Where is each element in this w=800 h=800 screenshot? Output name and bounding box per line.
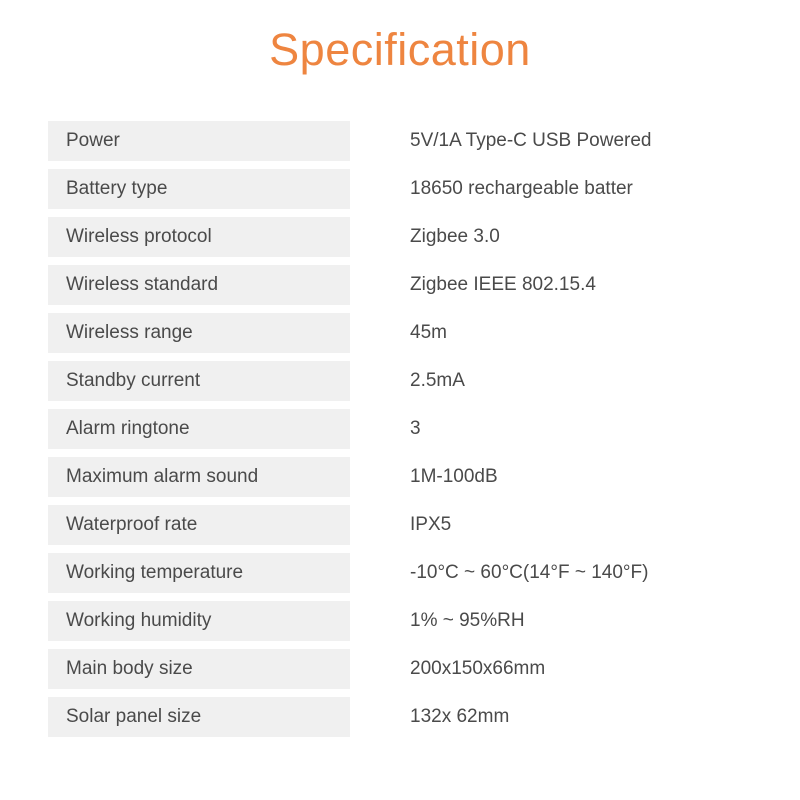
spec-value: 200x150x66mm [410, 658, 546, 679]
spec-table-row [48, 169, 768, 209]
spec-table-row [48, 217, 768, 257]
spec-value: 1% ~ 95%RH [410, 610, 525, 631]
spec-value: Zigbee IEEE 802.15.4 [410, 274, 596, 295]
spec-table-row [48, 457, 768, 497]
spec-value: 1M-100dB [410, 466, 498, 487]
spec-value: IPX5 [410, 514, 452, 535]
spec-label: Working temperature [48, 553, 350, 593]
spec-label: Solar panel size [48, 697, 350, 737]
spec-table-row [48, 553, 768, 593]
spec-value: 18650 rechargeable batter [410, 178, 633, 199]
spec-value: 2.5mA [410, 370, 465, 391]
spec-value: 45m [410, 322, 447, 343]
spec-label: Maximum alarm sound [48, 457, 350, 497]
spec-label: Standby current [48, 361, 350, 401]
spec-table-row [48, 409, 768, 449]
spec-table-row [48, 361, 768, 401]
spec-table-row [48, 697, 768, 737]
spec-label: Wireless protocol [48, 217, 350, 257]
spec-value: -10°C ~ 60°C(14°F ~ 140°F) [410, 562, 649, 583]
spec-table-row [48, 265, 768, 305]
spec-value: Zigbee 3.0 [410, 226, 500, 247]
spec-table-row [48, 313, 768, 353]
spec-label: Main body size [48, 649, 350, 689]
spec-label: Battery type [48, 169, 350, 209]
spec-table-row [48, 601, 768, 641]
spec-label: Wireless range [48, 313, 350, 353]
spec-value: 132x 62mm [410, 706, 510, 727]
spec-label: Waterproof rate [48, 505, 350, 545]
spec-label: Working humidity [48, 601, 350, 641]
spec-table-row [48, 121, 768, 161]
spec-label: Alarm ringtone [48, 409, 350, 449]
spec-label: Wireless standard [48, 265, 350, 305]
spec-table-row [48, 649, 768, 689]
spec-value: 3 [410, 418, 421, 439]
spec-label: Power [48, 121, 350, 161]
spec-table-row [48, 505, 768, 545]
spec-table [48, 121, 768, 745]
spec-value: 5V/1A Type-C USB Powered [410, 130, 652, 151]
page-title: Specification [269, 24, 531, 75]
